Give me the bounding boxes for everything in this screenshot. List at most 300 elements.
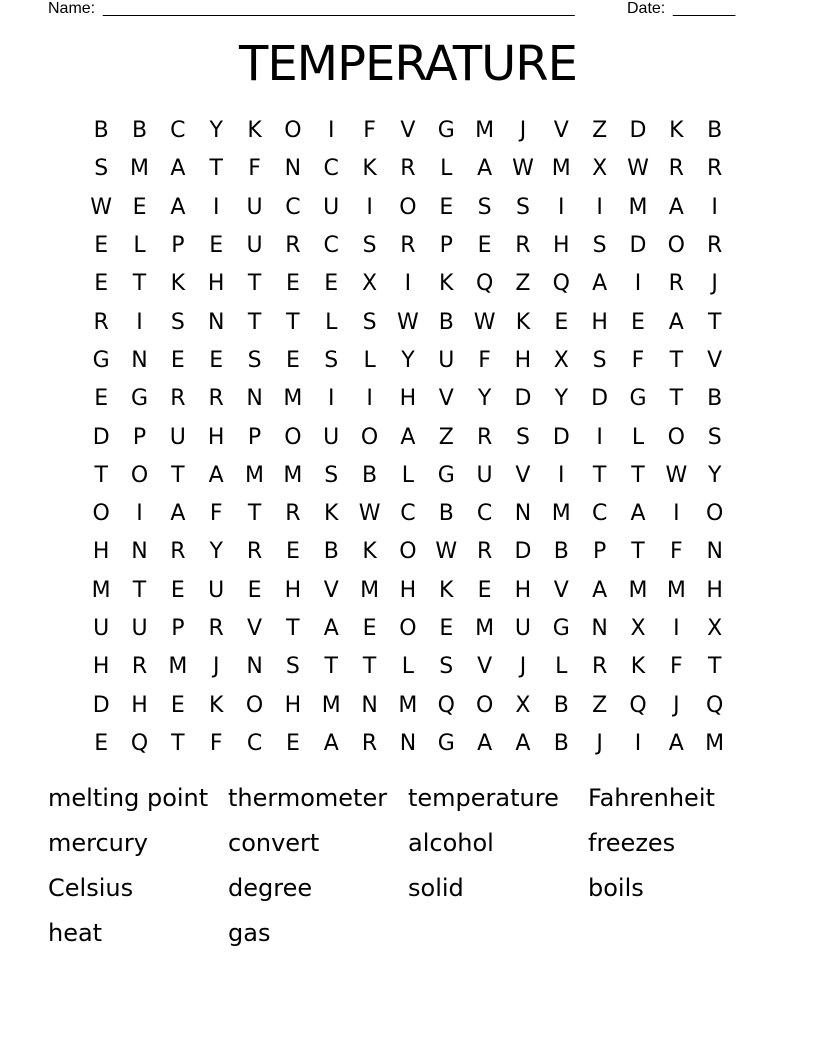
grid-letter[interactable]: F <box>363 118 376 144</box>
grid-letter[interactable]: I <box>212 194 220 220</box>
grid-letter[interactable]: X <box>553 347 569 373</box>
grid-letter[interactable]: C <box>323 233 339 259</box>
grid-letter[interactable]: I <box>673 616 680 641</box>
grid-letter[interactable]: H <box>399 577 417 603</box>
grid-letter[interactable]: M <box>628 577 648 603</box>
grid-letter[interactable]: R <box>476 424 493 450</box>
grid-letter[interactable]: S <box>285 654 300 680</box>
grid-letter[interactable]: A <box>515 730 531 756</box>
grid-letter[interactable]: E <box>285 271 300 297</box>
grid-letter[interactable]: R <box>400 233 416 259</box>
grid-letter[interactable]: A <box>477 730 493 756</box>
grid-letter[interactable]: G <box>629 386 647 412</box>
grid-letter[interactable]: V <box>400 118 416 144</box>
grid-letter[interactable]: S <box>324 347 339 373</box>
grid-letter[interactable]: H <box>284 692 302 718</box>
grid-letter[interactable]: B <box>707 386 723 412</box>
grid-letter[interactable]: T <box>132 577 147 603</box>
grid-letter[interactable]: B <box>553 692 569 718</box>
grid-letter[interactable]: O <box>360 424 379 450</box>
grid-letter[interactable]: D <box>629 233 647 259</box>
grid-letter[interactable]: M <box>398 692 418 718</box>
grid-letter[interactable]: O <box>399 194 417 220</box>
grid-letter[interactable]: M <box>245 462 265 488</box>
grid-letter[interactable]: X <box>515 692 531 718</box>
grid-letter[interactable]: R <box>707 156 723 182</box>
grid-letter[interactable]: R <box>668 156 684 182</box>
grid-letter[interactable]: U <box>131 616 148 641</box>
grid-letter[interactable]: R <box>93 309 109 335</box>
grid-letter[interactable]: Z <box>592 118 608 144</box>
grid-letter[interactable]: X <box>707 616 723 641</box>
grid-letter[interactable]: T <box>247 309 262 335</box>
grid-letter[interactable]: S <box>592 233 607 259</box>
grid-letter[interactable]: M <box>551 156 571 182</box>
grid-letter[interactable]: E <box>439 616 454 641</box>
grid-letter[interactable]: P <box>593 539 607 565</box>
grid-letter[interactable]: W <box>90 194 113 220</box>
grid-letter[interactable]: K <box>439 577 454 603</box>
grid-letter[interactable]: U <box>246 233 263 259</box>
grid-letter[interactable]: V <box>515 462 531 488</box>
grid-letter[interactable]: J <box>519 118 527 144</box>
grid-letter[interactable]: V <box>477 654 493 680</box>
grid-letter[interactable]: A <box>630 501 646 527</box>
grid-letter[interactable]: I <box>366 194 373 220</box>
grid-letter[interactable]: K <box>669 118 684 144</box>
grid-letter[interactable]: R <box>285 501 301 527</box>
grid-letter[interactable]: T <box>132 271 147 297</box>
grid-letter[interactable]: J <box>212 654 220 680</box>
grid-letter[interactable]: D <box>92 692 110 718</box>
grid-letter[interactable]: Q <box>706 692 724 718</box>
grid-letter[interactable]: S <box>439 654 454 680</box>
grid-letter[interactable]: M <box>475 118 495 144</box>
grid-letter[interactable]: P <box>132 424 147 450</box>
grid-letter[interactable]: U <box>323 194 340 220</box>
grid-letter[interactable]: X <box>362 271 378 297</box>
grid-letter[interactable]: T <box>171 730 185 756</box>
grid-letter[interactable]: T <box>592 462 607 488</box>
grid-letter[interactable]: C <box>400 501 416 527</box>
grid-letter[interactable]: U <box>246 194 263 220</box>
grid-letter[interactable]: M <box>321 692 341 718</box>
grid-letter[interactable]: Y <box>554 386 569 412</box>
grid-letter[interactable]: C <box>591 501 608 527</box>
grid-letter[interactable]: B <box>438 309 454 335</box>
grid-row <box>82 572 734 610</box>
grid-letter[interactable]: O <box>284 118 302 144</box>
grid-letter[interactable]: E <box>631 309 645 335</box>
grid-letter[interactable]: N <box>131 347 148 373</box>
grid-letter[interactable]: B <box>131 118 148 144</box>
grid-letter[interactable]: M <box>628 194 648 220</box>
grid-letter[interactable]: R <box>208 616 224 641</box>
grid-letter[interactable]: W <box>435 539 458 565</box>
date-blank-line[interactable]: _______ <box>673 0 736 17</box>
grid-letter[interactable]: T <box>171 462 185 488</box>
grid-letter[interactable]: X <box>630 616 646 641</box>
grid-letter[interactable]: M <box>168 654 188 680</box>
grid-letter[interactable]: R <box>208 386 224 412</box>
grid-letter[interactable]: I <box>596 424 603 450</box>
grid-letter[interactable]: R <box>707 233 723 259</box>
grid-letter[interactable]: T <box>669 386 684 412</box>
grid-letter[interactable]: E <box>94 730 109 756</box>
grid-letter[interactable]: B <box>93 118 109 144</box>
grid-letter[interactable]: E <box>170 577 185 603</box>
grid-letter[interactable]: T <box>286 309 300 335</box>
grid-letter[interactable]: V <box>707 347 723 373</box>
grid-letter[interactable]: N <box>131 539 148 565</box>
grid-letter[interactable]: A <box>592 577 608 603</box>
grid-letter[interactable]: H <box>131 692 148 718</box>
grid-letter[interactable]: K <box>439 271 454 297</box>
grid-letter[interactable]: E <box>285 539 300 565</box>
grid-letter[interactable]: T <box>324 654 338 680</box>
grid-letter[interactable]: H <box>591 309 608 335</box>
grid-letter[interactable]: L <box>325 309 338 335</box>
grid-letter[interactable]: K <box>515 309 531 335</box>
grid-letter[interactable]: M <box>130 156 149 182</box>
grid-letter[interactable]: D <box>92 424 110 450</box>
grid-letter[interactable]: I <box>327 386 335 412</box>
grid-letter[interactable]: Z <box>438 424 454 450</box>
grid-letter[interactable]: O <box>475 692 494 718</box>
grid-letter[interactable]: I <box>634 271 642 297</box>
grid-letter[interactable]: U <box>438 347 455 373</box>
grid-letter[interactable]: I <box>136 309 143 335</box>
grid-letter[interactable]: H <box>514 577 532 603</box>
grid-letter[interactable]: A <box>400 424 416 450</box>
grid-letter[interactable]: G <box>552 616 570 641</box>
grid-letter[interactable]: M <box>551 501 571 527</box>
grid-letter[interactable]: I <box>327 118 335 144</box>
grid-letter[interactable]: Q <box>552 271 570 297</box>
grid-letter[interactable]: A <box>170 156 186 182</box>
grid-letter[interactable]: S <box>170 309 185 335</box>
grid-letter[interactable]: R <box>246 539 263 565</box>
grid-letter[interactable]: R <box>170 539 186 565</box>
grid-letter[interactable]: V <box>247 616 263 641</box>
grid-letter[interactable]: V <box>323 577 339 603</box>
grid-letter[interactable]: J <box>519 654 527 680</box>
grid-letter[interactable]: R <box>400 156 416 182</box>
grid-letter[interactable]: W <box>397 309 419 335</box>
grid-letter[interactable]: E <box>285 347 300 373</box>
grid-letter[interactable]: M <box>91 577 111 603</box>
grid-letter[interactable]: M <box>283 386 303 412</box>
grid-letter[interactable]: E <box>209 233 224 259</box>
grid-letter[interactable]: N <box>399 730 417 756</box>
grid-letter[interactable]: A <box>208 462 224 488</box>
grid-letter[interactable]: I <box>596 194 603 220</box>
grid-letter[interactable]: L <box>440 156 453 182</box>
grid-letter[interactable]: N <box>284 156 302 182</box>
grid-letter[interactable]: K <box>362 156 377 182</box>
grid-letter[interactable]: A <box>477 156 493 182</box>
grid-letter[interactable]: D <box>629 118 647 144</box>
grid-letter[interactable]: T <box>631 539 645 565</box>
grid-letter[interactable]: E <box>209 347 224 373</box>
grid-letter[interactable]: C <box>323 156 339 182</box>
grid-letter[interactable]: M <box>283 462 303 488</box>
grid-letter[interactable]: D <box>514 539 532 565</box>
grid-letter[interactable]: H <box>207 424 225 450</box>
grid-letter[interactable]: R <box>476 539 493 565</box>
grid-letter[interactable]: Y <box>707 462 722 488</box>
grid-letter[interactable]: H <box>92 654 110 680</box>
grid-letter[interactable]: B <box>362 462 378 488</box>
grid-letter[interactable]: A <box>668 194 684 220</box>
grid-letter[interactable]: L <box>401 462 415 488</box>
grid-letter[interactable]: E <box>247 577 262 603</box>
grid-letter[interactable]: H <box>706 577 723 603</box>
grid-letter[interactable]: W <box>473 309 496 335</box>
grid-letter[interactable]: N <box>514 501 532 527</box>
grid-letter[interactable]: W <box>627 156 649 182</box>
grid-letter[interactable]: Q <box>130 730 149 756</box>
grid-letter[interactable]: P <box>171 616 185 641</box>
grid-letter[interactable]: U <box>169 424 186 450</box>
grid-letter[interactable]: P <box>247 424 262 450</box>
grid-letter[interactable]: F <box>248 156 261 182</box>
grid-letter[interactable]: O <box>284 424 302 450</box>
grid-letter[interactable]: T <box>631 462 645 488</box>
grid-letter[interactable]: A <box>668 309 684 335</box>
grid-letter[interactable]: C <box>246 730 263 756</box>
grid-letter[interactable]: E <box>362 616 377 641</box>
grid-letter[interactable]: G <box>437 462 455 488</box>
grid-row <box>82 610 734 648</box>
grid-letter[interactable]: S <box>515 424 530 450</box>
grid-letter[interactable]: L <box>555 654 568 680</box>
grid-letter[interactable]: E <box>94 271 109 297</box>
grid-letter[interactable]: D <box>552 424 570 450</box>
grid-letter[interactable]: D <box>514 386 532 412</box>
grid-letter[interactable]: K <box>208 692 224 718</box>
grid-letter[interactable]: P <box>171 233 185 259</box>
word-bank-item: alcohol <box>408 829 494 857</box>
grid-letter[interactable]: E <box>170 692 185 718</box>
grid-letter[interactable]: N <box>207 309 225 335</box>
grid-letter[interactable]: B <box>323 539 339 565</box>
grid-letter[interactable]: J <box>673 692 680 718</box>
grid-letter[interactable]: U <box>514 616 531 641</box>
grid-letter[interactable]: E <box>285 730 300 756</box>
grid-letter[interactable]: W <box>512 156 534 182</box>
grid-row <box>82 380 734 418</box>
grid-letter[interactable]: G <box>437 118 455 144</box>
grid-letter[interactable]: I <box>634 730 642 756</box>
grid-letter[interactable]: B <box>438 501 454 527</box>
word-bank-item: solid <box>408 874 464 902</box>
grid-letter[interactable]: H <box>399 386 417 412</box>
grid-letter[interactable]: J <box>711 271 718 297</box>
grid-letter[interactable]: K <box>362 539 377 565</box>
grid-letter[interactable]: O <box>667 233 685 259</box>
grid-letter[interactable]: D <box>591 386 609 412</box>
grid-letter[interactable]: M <box>666 577 686 603</box>
grid-letter[interactable]: K <box>630 654 646 680</box>
grid-letter[interactable]: V <box>553 118 569 144</box>
grid-letter[interactable]: E <box>439 194 454 220</box>
grid-letter[interactable]: Z <box>515 271 531 297</box>
grid-letter[interactable]: M <box>360 577 380 603</box>
grid-letter[interactable]: A <box>323 616 339 641</box>
grid-letter[interactable]: M <box>475 616 495 641</box>
grid-letter[interactable]: S <box>362 309 377 335</box>
grid-letter[interactable]: I <box>136 501 143 527</box>
grid-letter[interactable]: Q <box>629 692 647 718</box>
grid-letter[interactable]: Q <box>475 271 494 297</box>
grid-letter[interactable]: A <box>170 194 186 220</box>
grid-letter[interactable]: U <box>208 577 225 603</box>
grid-letter[interactable]: E <box>94 386 109 412</box>
grid-letter[interactable]: R <box>515 233 531 259</box>
grid-letter[interactable]: L <box>133 233 146 259</box>
grid-letter[interactable]: S <box>362 233 377 259</box>
grid-letter[interactable]: Y <box>209 539 223 565</box>
grid-letter[interactable]: K <box>324 501 339 527</box>
grid-letter[interactable]: N <box>361 692 378 718</box>
grid-letter[interactable]: E <box>324 271 339 297</box>
grid-letter[interactable]: O <box>245 692 264 718</box>
grid-letter[interactable]: C <box>285 194 301 220</box>
grid-letter[interactable]: J <box>596 730 603 756</box>
grid-letter[interactable]: A <box>668 730 684 756</box>
grid-letter[interactable]: T <box>247 501 262 527</box>
grid-letter[interactable]: B <box>553 730 569 756</box>
grid-letter[interactable]: E <box>132 194 147 220</box>
grid-letter[interactable]: T <box>707 654 722 680</box>
grid-letter[interactable]: S <box>477 194 492 220</box>
grid-letter[interactable]: A <box>323 730 339 756</box>
word-bank-item: Celsius <box>48 874 134 902</box>
grid-letter[interactable]: Y <box>477 386 492 412</box>
grid-letter[interactable]: N <box>591 616 608 641</box>
grid-letter[interactable]: W <box>665 462 688 488</box>
grid-letter[interactable]: T <box>286 616 300 641</box>
grid-letter[interactable]: R <box>591 654 608 680</box>
grid-letter[interactable]: E <box>477 233 492 259</box>
grid-letter[interactable]: K <box>170 271 186 297</box>
grid-letter[interactable]: T <box>209 156 223 182</box>
grid-letter[interactable]: T <box>707 309 722 335</box>
grid-letter[interactable]: T <box>362 654 377 680</box>
grid-letter[interactable]: O <box>92 501 110 527</box>
grid-letter[interactable]: X <box>592 156 608 182</box>
grid-letter[interactable]: H <box>514 347 532 373</box>
grid-letter[interactable]: U <box>323 424 340 450</box>
grid-letter[interactable]: H <box>92 539 110 565</box>
grid-letter[interactable]: C <box>476 501 493 527</box>
grid-letter[interactable]: S <box>515 194 530 220</box>
grid-letter[interactable]: F <box>670 654 683 680</box>
grid-letter[interactable]: B <box>707 118 723 144</box>
grid-letter[interactable]: I <box>673 501 680 527</box>
grid-letter[interactable]: H <box>553 233 570 259</box>
grid-letter[interactable]: L <box>363 347 376 373</box>
grid-letter[interactable]: E <box>170 347 185 373</box>
grid-letter[interactable]: O <box>399 539 417 565</box>
grid-letter[interactable]: I <box>711 194 718 220</box>
grid-row <box>82 342 734 380</box>
grid-letter[interactable]: P <box>439 233 453 259</box>
grid-letter[interactable]: S <box>592 347 607 373</box>
grid-letter[interactable]: G <box>437 730 455 756</box>
grid-letter[interactable]: R <box>668 271 684 297</box>
grid-letter[interactable]: S <box>707 424 722 450</box>
name-blank-line[interactable]: _____________________________________________________ <box>103 0 575 17</box>
grid-letter[interactable]: R <box>170 386 186 412</box>
grid-letter[interactable]: V <box>438 386 454 412</box>
grid-letter[interactable]: I <box>404 271 412 297</box>
grid-letter[interactable]: T <box>94 462 108 488</box>
grid-letter[interactable]: T <box>669 347 684 373</box>
grid-letter[interactable]: H <box>284 577 302 603</box>
grid-letter[interactable]: R <box>285 233 301 259</box>
grid-letter[interactable]: G <box>92 347 110 373</box>
grid-letter[interactable]: R <box>131 654 148 680</box>
grid-letter[interactable]: O <box>667 424 685 450</box>
grid-letter[interactable]: N <box>246 386 263 412</box>
grid-letter[interactable]: N <box>706 539 723 565</box>
grid-letter[interactable]: H <box>207 271 225 297</box>
grid-letter[interactable]: G <box>130 386 149 412</box>
grid-letter[interactable]: F <box>478 347 491 373</box>
grid-letter[interactable]: K <box>247 118 262 144</box>
grid-letter[interactable]: E <box>477 577 492 603</box>
grid-letter[interactable]: F <box>631 347 645 373</box>
grid-letter[interactable]: A <box>170 501 186 527</box>
grid-letter[interactable]: L <box>401 654 415 680</box>
grid-letter[interactable]: S <box>324 462 339 488</box>
grid-letter[interactable]: I <box>366 386 373 412</box>
grid-letter[interactable]: I <box>558 194 565 220</box>
grid-letter[interactable]: O <box>706 501 724 527</box>
grid-letter[interactable]: Y <box>209 118 223 144</box>
grid-letter[interactable]: F <box>209 730 223 756</box>
grid-letter[interactable]: S <box>94 156 109 182</box>
grid-letter[interactable]: Z <box>592 692 608 718</box>
grid-letter[interactable]: N <box>246 654 263 680</box>
grid-letter[interactable]: F <box>209 501 223 527</box>
grid-row <box>82 303 734 341</box>
grid-letter[interactable]: O <box>399 616 417 641</box>
grid-letter[interactable]: F <box>670 539 683 565</box>
grid-letter[interactable]: Q <box>437 692 455 718</box>
grid-letter[interactable]: Y <box>401 347 415 373</box>
grid-letter[interactable]: A <box>592 271 608 297</box>
grid-letter[interactable]: M <box>705 730 725 756</box>
grid-letter[interactable]: O <box>130 462 149 488</box>
grid-letter[interactable]: E <box>94 233 109 259</box>
grid-letter[interactable]: T <box>247 271 262 297</box>
grid-letter[interactable]: L <box>631 424 645 450</box>
grid-letter[interactable]: C <box>170 118 186 144</box>
grid-letter[interactable]: R <box>361 730 378 756</box>
grid-letter[interactable]: U <box>93 616 110 641</box>
grid-letter[interactable]: V <box>553 577 569 603</box>
grid-letter[interactable]: U <box>476 462 493 488</box>
word-bank-item: Fahrenheit <box>588 784 715 812</box>
grid-letter[interactable]: W <box>358 501 381 527</box>
grid-letter[interactable]: B <box>553 539 569 565</box>
grid-letter[interactable]: E <box>554 309 569 335</box>
grid-letter[interactable]: S <box>247 347 262 373</box>
grid-letter[interactable]: I <box>558 462 565 488</box>
